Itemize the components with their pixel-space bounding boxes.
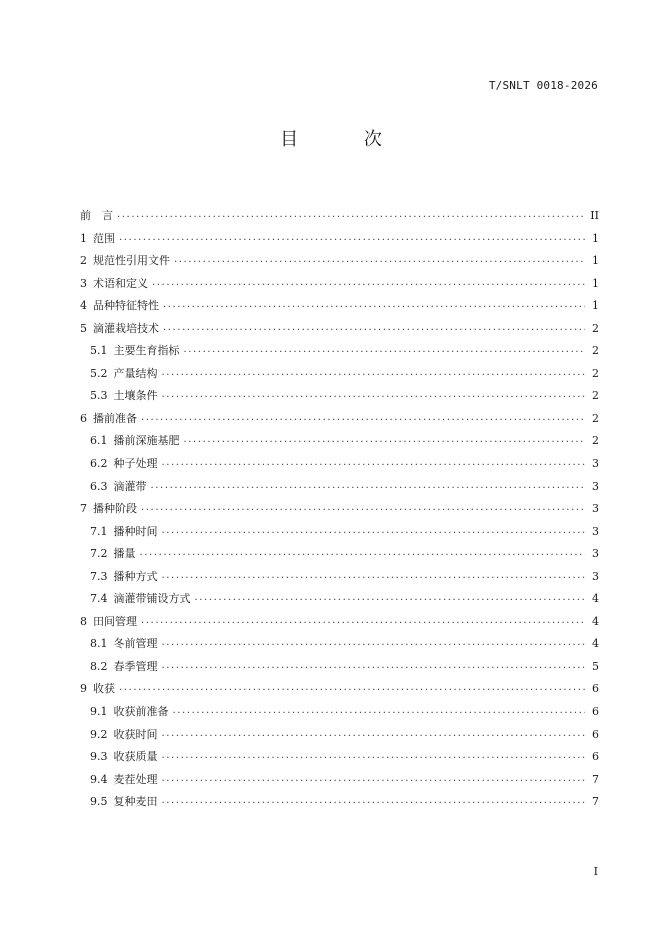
toc-entry-number: 8 (80, 614, 87, 628)
toc-leader-dots (162, 362, 586, 385)
toc-entry-page: 3 (592, 547, 599, 561)
toc-leader-dots (119, 677, 585, 700)
toc-entry[interactable] (80, 250, 599, 273)
toc-leader-dots (162, 745, 586, 768)
toc-entry-page: 4 (592, 614, 599, 628)
toc-leader-dots (162, 565, 586, 588)
toc-entry[interactable] (80, 633, 599, 656)
toc-entry[interactable] (80, 566, 599, 589)
toc-entry-page: 3 (592, 479, 599, 493)
toc-leader-dots (173, 700, 586, 723)
toc-leader-dots (117, 204, 585, 227)
toc-entry-number: 7.2 (90, 547, 108, 561)
toc-entry-label: 滴灌带铺设方式 (113, 592, 191, 606)
toc-entry-page: II (590, 209, 599, 222)
toc-leader-dots (162, 384, 586, 407)
toc-entry-number: 7.1 (90, 524, 108, 538)
toc-entry-page: 1 (592, 231, 599, 245)
toc-leader-dots (184, 429, 586, 452)
toc-leader-dots (162, 632, 586, 655)
toc-entry[interactable] (80, 453, 599, 476)
toc-entry-number: 6.2 (90, 457, 108, 471)
toc-entry-page: 6 (592, 727, 599, 741)
toc-entry[interactable] (80, 430, 599, 453)
toc-entry-page: 5 (592, 659, 599, 673)
toc-entry-number: 5 (80, 321, 87, 335)
toc-entry-page: 7 (592, 772, 599, 786)
toc-entry[interactable] (80, 295, 599, 318)
toc-entry-label: 冬前管理 (113, 637, 158, 651)
toc-entry-number: 6.3 (90, 479, 108, 493)
toc-entry-number: 9 (80, 682, 87, 696)
toc-entry-label: 播种阶段 (93, 502, 137, 516)
toc-entry[interactable] (80, 769, 599, 792)
toc-entry[interactable] (80, 521, 599, 544)
toc-leader-dots (141, 407, 585, 430)
toc-entry-number: 9.5 (90, 795, 108, 809)
toc-entry[interactable] (80, 498, 599, 521)
table-of-contents (80, 205, 599, 814)
toc-leader-dots (162, 790, 586, 813)
toc-entry-page: 3 (592, 569, 599, 583)
toc-entry-number: 7.4 (90, 592, 108, 606)
toc-entry-page: 6 (592, 705, 599, 719)
toc-entry-number: 5.3 (90, 389, 108, 403)
toc-entry-label: 规范性引用文件 (93, 254, 170, 268)
toc-entry-page: 6 (592, 750, 599, 764)
toc-entry-label: 滴灌带 (113, 479, 147, 493)
toc-entry-number: 9.2 (90, 727, 108, 741)
toc-entry-label: 收获前准备 (113, 705, 169, 719)
toc-entry-page: 6 (592, 682, 599, 696)
toc-leader-dots (151, 475, 586, 498)
toc-leader-dots (162, 655, 586, 678)
toc-entry-label: 田间管理 (93, 614, 137, 628)
toc-entry-page: 3 (592, 457, 599, 471)
toc-entry-number: 6.1 (90, 434, 108, 448)
toc-leader-dots (162, 768, 586, 791)
toc-entry-page: 4 (592, 592, 599, 606)
toc-entry-label: 播前准备 (93, 411, 137, 425)
toc-leader-dots (152, 272, 585, 295)
toc-leader-dots (162, 723, 586, 746)
toc-leader-dots (162, 452, 586, 475)
toc-entry[interactable] (80, 340, 599, 363)
toc-entry[interactable] (80, 611, 599, 634)
toc-leader-dots (140, 542, 586, 565)
toc-entry[interactable] (80, 205, 599, 228)
toc-entry-page: 4 (592, 637, 599, 651)
toc-entry-number: 7 (80, 502, 87, 516)
toc-entry-label: 收获时间 (113, 727, 158, 741)
toc-entry-label: 春季管理 (113, 659, 158, 673)
toc-leader-dots (141, 497, 585, 520)
toc-entry-label: 品种特征特性 (93, 299, 159, 313)
toc-entry-page: 1 (592, 299, 599, 313)
standard-code: T/SNLT 0018-2026 (488, 79, 598, 92)
toc-entry[interactable] (80, 588, 599, 611)
toc-entry[interactable] (80, 656, 599, 679)
toc-entry-label: 收获 (93, 682, 115, 696)
toc-entry-label: 产量结构 (113, 366, 158, 380)
toc-entry-page: 2 (592, 389, 599, 403)
toc-entry-number: 9.4 (90, 772, 108, 786)
toc-entry-label: 范围 (93, 231, 115, 245)
toc-entry-page: 3 (592, 502, 599, 516)
toc-entry-label: 种子处理 (113, 457, 158, 471)
toc-entry[interactable] (80, 385, 599, 408)
toc-entry[interactable] (80, 318, 599, 341)
toc-entry-number: 8.2 (90, 659, 108, 673)
toc-entry-number: 4 (80, 299, 87, 313)
toc-entry-page: 2 (592, 321, 599, 335)
toc-entry-number: 6 (80, 411, 87, 425)
toc-entry[interactable] (80, 791, 599, 814)
toc-entry-page: 2 (592, 366, 599, 380)
toc-entry-label: 主要生育指标 (113, 344, 180, 358)
toc-entry[interactable] (80, 746, 599, 769)
toc-entry-page: 2 (592, 344, 599, 358)
toc-entry-label: 复种麦田 (113, 795, 158, 809)
toc-entry-label: 播量 (113, 547, 136, 561)
toc-entry-label: 前 言 (80, 209, 113, 222)
toc-entry-number: 9.1 (90, 705, 108, 719)
toc-entry[interactable] (80, 363, 599, 386)
toc-leader-dots (163, 294, 585, 317)
toc-entry-number: 9.3 (90, 750, 108, 764)
toc-entry[interactable] (80, 543, 599, 566)
page-number: I (593, 865, 598, 878)
page-title: 目 次 (280, 129, 412, 150)
toc-entry[interactable] (80, 678, 599, 701)
toc-entry[interactable] (80, 701, 599, 724)
toc-entry[interactable] (80, 724, 599, 747)
toc-entry-label: 麦茬处理 (113, 772, 158, 786)
toc-leader-dots (174, 249, 585, 272)
toc-entry[interactable] (80, 228, 599, 251)
toc-entry-number: 3 (80, 276, 87, 290)
toc-leader-dots (184, 339, 586, 362)
toc-entry-page: 2 (592, 411, 599, 425)
toc-entry[interactable] (80, 273, 599, 296)
toc-entry-number: 8.1 (90, 637, 108, 651)
toc-entry-page: 1 (592, 254, 599, 268)
toc-leader-dots (163, 317, 585, 340)
toc-leader-dots (141, 610, 585, 633)
toc-entry-label: 播种时间 (113, 524, 158, 538)
toc-entry-page: 1 (592, 276, 599, 290)
toc-entry-label: 播种方式 (113, 569, 158, 583)
toc-entry-page: 7 (592, 795, 599, 809)
toc-leader-dots (195, 587, 586, 610)
toc-entry-label: 土壤条件 (113, 389, 158, 403)
toc-entry-label: 播前深施基肥 (113, 434, 180, 448)
toc-leader-dots (162, 520, 586, 543)
toc-entry[interactable] (80, 408, 599, 431)
toc-entry-page: 2 (592, 434, 599, 448)
toc-entry-number: 7.3 (90, 569, 108, 583)
toc-entry-page: 3 (592, 524, 599, 538)
toc-entry-label: 术语和定义 (93, 276, 148, 290)
toc-entry-number: 5.2 (90, 366, 108, 380)
toc-entry-number: 1 (80, 231, 87, 245)
toc-entry-number: 5.1 (90, 344, 108, 358)
toc-entry-label: 收获质量 (113, 750, 158, 764)
toc-entry[interactable] (80, 476, 599, 499)
toc-entry-label: 滴灌栽培技术 (93, 321, 159, 335)
toc-leader-dots (119, 227, 585, 250)
toc-entry-number: 2 (80, 254, 87, 268)
